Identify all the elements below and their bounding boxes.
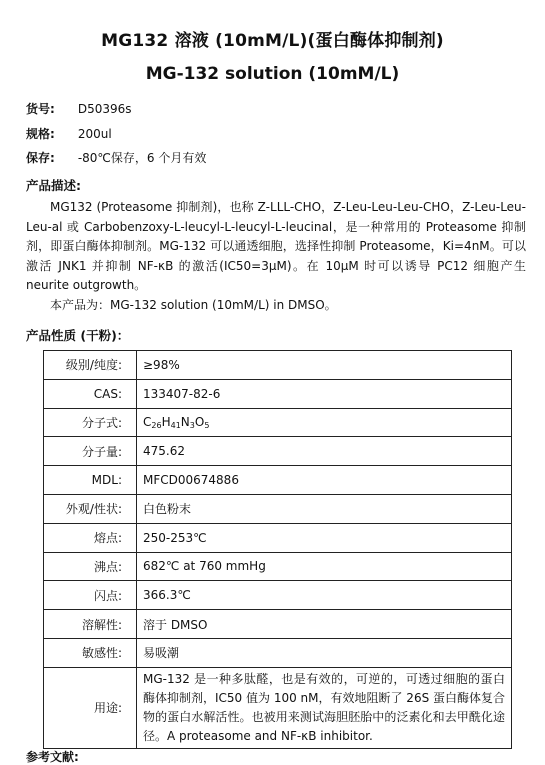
description-heading: 产品描述: bbox=[26, 178, 81, 193]
molecular-formula: $C_{26}H_{41}N_3O_5$ bbox=[137, 408, 512, 437]
property-key: CAS: bbox=[44, 379, 137, 408]
table-row bbox=[44, 523, 512, 552]
property-key: 敏感性: bbox=[44, 638, 137, 667]
properties-table bbox=[43, 350, 512, 749]
table-row bbox=[44, 494, 512, 523]
description-paragraph-1: MG132 (Proteasome 抑制剂)，也称 Z-LLL-CHO，Z-Leu-Leu-Leu-CHO，Z-Leu-Leu-Leu-al 或 Carbobenzoxy-L-leucyl-L-leucyl-L-leucinal，是一种常用的 Proteasome 抑制剂，即蛋白酶体抑制剂。MG-132 可以通透细胞，选择性抑制 Proteasome，Ki=4nM。可以激活 JNK1 并抑制 NF-κB 的激活(IC50=3μM)。在 10μM 时可以诱导 PC12 细胞产生 neurite outgrowth。 bbox=[26, 200, 526, 292]
meta-key: 货号: bbox=[26, 102, 55, 116]
meta-value: D50396s bbox=[77, 102, 132, 116]
meta-value: 200ul bbox=[77, 127, 112, 141]
table-row bbox=[44, 581, 512, 610]
property-value: 682℃ at 760 mmHg bbox=[137, 552, 512, 581]
table-row bbox=[44, 552, 512, 581]
table-row bbox=[44, 408, 512, 437]
property-value: 白色粉末 bbox=[137, 494, 512, 523]
meta-item-spec bbox=[26, 125, 112, 142]
table-row bbox=[44, 437, 512, 466]
property-key: 用途: bbox=[44, 667, 137, 748]
property-key: 溶解性: bbox=[44, 610, 137, 639]
property-key: 闪点: bbox=[44, 581, 137, 610]
references-heading: 参考文献: bbox=[26, 750, 79, 764]
table-row bbox=[44, 466, 512, 495]
meta-key: 保存: bbox=[26, 151, 55, 165]
property-value: 溶于 DMSO bbox=[137, 610, 512, 639]
meta-key: 规格: bbox=[26, 127, 55, 141]
property-key: 熔点: bbox=[44, 523, 137, 552]
property-value: ≥98% bbox=[137, 351, 512, 380]
property-value: 250-253℃ bbox=[137, 523, 512, 552]
table-row bbox=[44, 667, 512, 748]
property-key: 分子式: bbox=[44, 408, 137, 437]
property-value-usage: MG-132 是一种多肽醛，也是有效的，可逆的，可透过细胞的蛋白酶体抑制剂，IC50 值为 100 nM，有效地阻断了 26S 蛋白酶体复合物的蛋白水解活性。也被用来测试海胆胚胎中的泛素化和去甲酰化途径。A proteasome and NF-κB inhibitor. bbox=[137, 667, 512, 748]
table-row bbox=[44, 610, 512, 639]
title-chinese: MG132 溶液 (10mM/L)(蛋白酶体抑制剂) bbox=[101, 31, 444, 51]
property-key: 级别/纯度: bbox=[44, 351, 137, 380]
property-value: 475.62 bbox=[137, 437, 512, 466]
property-value: 366.3℃ bbox=[137, 581, 512, 610]
meta-item-sku bbox=[26, 100, 132, 117]
property-value: 133407-82-6 bbox=[137, 379, 512, 408]
property-key: 沸点: bbox=[44, 552, 137, 581]
description-body bbox=[26, 198, 526, 315]
description-paragraph-2: 本产品为：MG-132 solution (10mM/L) in DMSO。 bbox=[50, 297, 337, 312]
property-value: 易吸潮 bbox=[137, 638, 512, 667]
table-row bbox=[44, 638, 512, 667]
meta-value: -80℃保存，6 个月有效 bbox=[77, 151, 207, 165]
property-key: 分子量: bbox=[44, 437, 137, 466]
property-key: MDL: bbox=[44, 466, 137, 495]
table-row bbox=[44, 351, 512, 380]
meta-item-storage bbox=[26, 149, 206, 166]
title-english: MG-132 solution (10mM/L) bbox=[145, 64, 400, 84]
property-key: 外观/性状: bbox=[44, 494, 137, 523]
property-value: MFCD00674886 bbox=[137, 466, 512, 495]
table-row bbox=[44, 379, 512, 408]
properties-heading: 产品性质 (干粉)： bbox=[26, 328, 130, 343]
